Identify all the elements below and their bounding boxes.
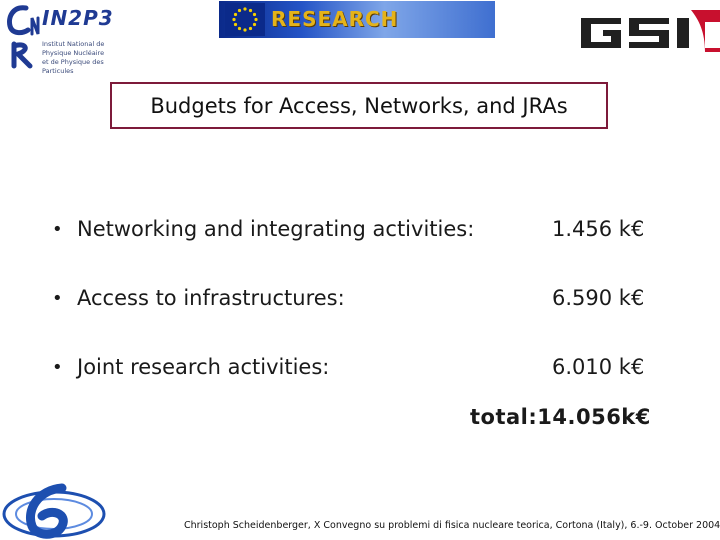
budget-total: total:14.056k€ bbox=[470, 405, 651, 429]
list-item bbox=[52, 215, 672, 251]
budget-label: Joint research activities: bbox=[77, 355, 330, 379]
in2p3-wordmark: IN2P3 bbox=[42, 6, 114, 30]
budget-label: Networking and integrating activities: bbox=[77, 217, 475, 241]
cnrs-mark-icon bbox=[4, 4, 40, 70]
in2p3-subtitle: Institut National de Physique Nucléaire et de Physique des Particules bbox=[42, 40, 105, 75]
slide-title-box bbox=[110, 82, 608, 129]
bullet-icon: • bbox=[52, 357, 63, 378]
budget-amount: 1.456 k€ bbox=[552, 217, 645, 241]
bullet-icon: • bbox=[52, 288, 63, 309]
eu-research-banner bbox=[219, 1, 495, 38]
eu-flag-icon bbox=[225, 3, 265, 36]
bullet-icon: • bbox=[52, 219, 63, 240]
slide-title: Budgets for Access, Networks, and JRAs bbox=[150, 93, 568, 118]
budget-amount: 6.590 k€ bbox=[552, 286, 645, 310]
cnrs-in2p3-logo bbox=[2, 2, 122, 75]
budget-label: Access to infrastructures: bbox=[77, 286, 345, 310]
fp6-logo bbox=[0, 480, 108, 540]
gsi-logo bbox=[577, 2, 720, 52]
slide-footer: Christoph Scheidenberger, X Convegno su problemi di fisica nucleare teorica, Cortona (Italy), 6.-9. October 2004 bbox=[184, 520, 720, 531]
budget-amount: 6.010 k€ bbox=[552, 355, 645, 379]
research-wordmark: RESEARCH bbox=[271, 7, 399, 31]
list-item bbox=[52, 284, 672, 320]
list-item bbox=[52, 353, 672, 389]
